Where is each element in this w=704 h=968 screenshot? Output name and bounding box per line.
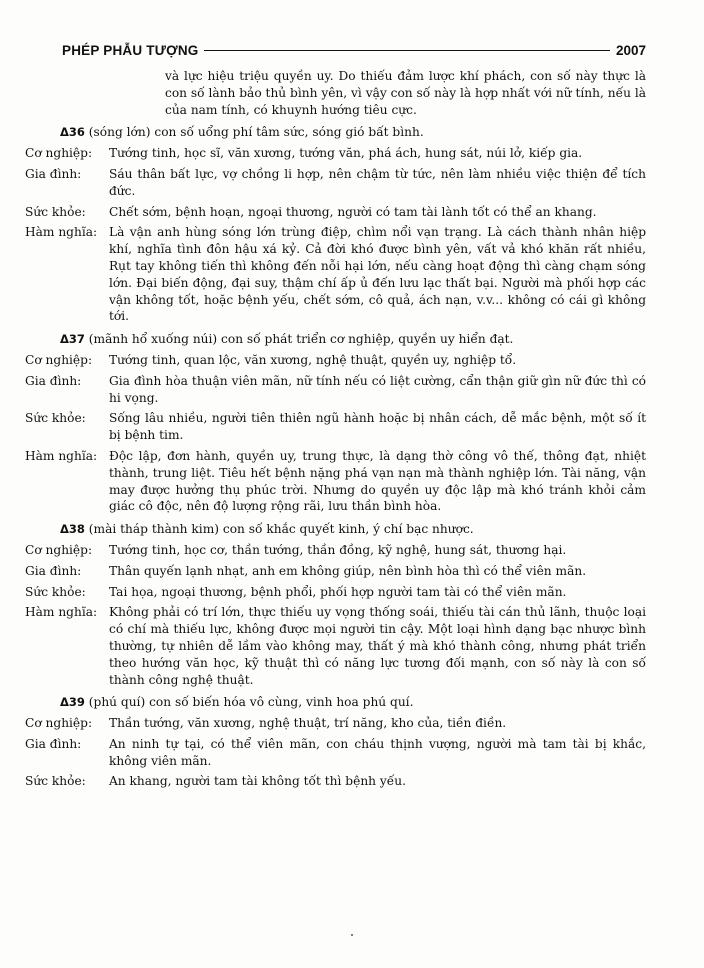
field-label: Gia đình: (25, 736, 82, 751)
field-label-cell (0, 145, 105, 162)
field-text: Thân quyến lạnh nhạt, anh em không giúp, nên bình hòa thì có thể viên mãn. (109, 563, 587, 578)
field-text: An khang, người tam tài không tốt thì bệnh yếu. (109, 774, 406, 789)
entry-field-row (0, 352, 646, 369)
field-text: Tai họa, ngoại thương, bệnh phổi, phối hợp người tam tài có thể viên mãn. (109, 584, 567, 599)
running-header (62, 40, 646, 60)
field-label-cell (0, 773, 105, 790)
entry-field-row (0, 145, 646, 162)
entry-heading (60, 331, 646, 348)
field-text: Sáu thân bất lực, vợ chồng li hợp, nên chậm từ tức, nên làm nhiều việc thiện để tích đức. (109, 166, 646, 198)
entry-field-row (0, 166, 646, 200)
field-text: An ninh tự tại, có thể viên mãn, con cháu thịnh vượng, người mà tam tài bị khắc, không viên mãn. (109, 736, 646, 768)
entry-number: Δ39 (60, 695, 85, 710)
field-label-cell (0, 166, 105, 200)
field-text: Là vận anh hùng sóng lớn trùng điệp, chìm nổi vạn trạng. Là cách thành nhân hiệp khí, nghĩa tình đôn hậu xá kỷ. Cả đời khó được bình yên, vất vả khó khăn rất nhiều, Rụt tay không tiến thì không đến nỗi hại lớn, nếu càng hoạt động thì càng chạm sóng lớn. Đại biến động, đại suy, thậm chí ấp ủ đến lưu lạc thất bại. Người mà phối hợp các vận không tốt, hoặc bệnh yếu, chết sớm, cô quả, ách nạn, v.v... không có cái gì không tới. (109, 225, 646, 324)
field-label: Gia đình: (25, 563, 82, 578)
entry-number: Δ38 (60, 522, 85, 537)
field-text: Tướng tinh, học sĩ, văn xương, tướng văn, phá ách, hung sát, núi lở, kiếp gia. (109, 146, 583, 161)
page-body (0, 68, 704, 790)
field-label-cell (0, 410, 105, 444)
entry-number: Δ36 (60, 125, 85, 140)
field-text: Sống lâu nhiều, người tiên thiên ngũ hành hoặc bị nhân cách, dễ mắc bệnh, một số ít bị bệnh tim. (109, 411, 646, 443)
field-label-cell (0, 715, 105, 732)
field-label: Gia đình: (25, 166, 82, 181)
field-text: Tướng tinh, học cơ, thần tướng, thần đồng, kỹ nghệ, hung sát, thương hại. (109, 542, 567, 557)
entry-heading (60, 694, 646, 711)
entry-field-row (0, 584, 646, 601)
field-label-cell (0, 204, 105, 221)
entry-field-row (0, 224, 646, 325)
entry-field-row (0, 736, 646, 770)
header-rule (204, 50, 609, 51)
entry-field-row (0, 604, 646, 688)
field-label: Cơ nghiệp: (25, 542, 93, 557)
entry-title: (phú quí) con số biến hóa vô cùng, vinh hoa phú quí. (88, 695, 414, 710)
field-text: Gia đình hòa thuận viên mãn, nữ tính nếu có liệt cường, cẩn thận giữ gìn nữ đức thì có hi vọng. (109, 373, 646, 405)
entry-field-row (0, 542, 646, 559)
field-label-cell (0, 224, 105, 325)
field-label: Sức khỏe: (25, 204, 86, 219)
entry-title: (mãnh hổ xuống núi) con số phát triển cơ nghiệp, quyền uy hiển đạt. (88, 332, 514, 347)
field-label: Cơ nghiệp: (25, 146, 93, 161)
entry-number: Δ37 (60, 332, 85, 347)
page-number: 2007 (615, 42, 646, 58)
entry-field-row (0, 563, 646, 580)
entry-field-row (0, 715, 646, 732)
field-label: Gia đình: (25, 373, 82, 388)
entry-title: (mài tháp thành kim) con số khắc quyết kinh, ý chí bạc nhược. (88, 522, 474, 537)
field-text: Chết sớm, bệnh hoạn, ngoại thương, người có tam tài lành tốt có thể an khang. (109, 204, 597, 219)
entry-field-row (0, 204, 646, 221)
field-text: Không phải có trí lớn, thực thiếu uy vọng thống soái, thiếu tài cán thủ lãnh, thuộc loại có chí mà thiếu lực, không được mọi người tin cậy. Một loại hình dạng bạc nhược bình thường, tự nhiên dễ lầm vào không may, thất ý mà khó thành công, nhưng phát triển theo hướng văn học, kỹ thuật thì có năng lực tương đối mạnh, con số này là con số thành công nghệ thuật. (109, 605, 646, 687)
entry-heading (60, 521, 646, 538)
entry-field-row (0, 373, 646, 407)
field-label: Hàm nghĩa: (25, 448, 98, 463)
field-label: Cơ nghiệp: (25, 352, 93, 367)
field-text: Thần tướng, văn xương, nghệ thuật, trí năng, kho của, tiền điền. (109, 716, 507, 731)
field-label-cell (0, 604, 105, 688)
field-label-cell (0, 563, 105, 580)
field-label-cell (0, 736, 105, 770)
entry-field-row (0, 410, 646, 444)
field-label-cell (0, 448, 105, 515)
field-label-cell (0, 352, 105, 369)
field-label: Sức khỏe: (25, 584, 86, 599)
field-label: Sức khỏe: (25, 774, 86, 789)
field-text: Tướng tinh, quan lộc, văn xương, nghệ thuật, quyền uy, nghiệp tổ. (109, 352, 517, 367)
field-label-cell (0, 373, 105, 407)
entry-field-row (0, 773, 646, 790)
entry-field-row (0, 448, 646, 515)
field-text: Độc lập, đơn hành, quyền uy, trung thực, là dạng thờ công vô thế, thông đạt, nhiệt thành, trung liệt. Tiêu hết bệnh nặng phá vạn nạn mà thành nghiệp lớn. Tài năng, vận may được hưởng thụ phúc trời. Nhưng do quyền uy độc lập mà khó tránh khỏi cảm giác cô độc, nên độ lượng rộng rãi, lưu thần bình hòa. (109, 448, 646, 514)
header-title: PHÉP PHẪU TƯỢNG (62, 42, 199, 58)
field-label-cell (0, 542, 105, 559)
intro-paragraph: và lực hiệu triệu quyền uy. Do thiếu đảm lược khí phách, con số này thực là con số lành bảo thủ bình yên, vì vậy con số này là hợp nhất với nữ tính, nếu là của nam tính, có khuynh hướng tiêu cực. (165, 69, 646, 117)
entry-title: (sóng lớn) con số uổng phí tâm sức, sóng gió bất bình. (88, 125, 424, 140)
field-label: Hàm nghĩa: (25, 605, 98, 620)
field-label: Sức khỏe: (25, 411, 86, 426)
page-speck (351, 934, 353, 936)
field-label: Cơ nghiệp: (25, 716, 93, 731)
entry-heading (60, 124, 646, 141)
field-label: Hàm nghĩa: (25, 225, 98, 240)
field-label-cell (0, 584, 105, 601)
